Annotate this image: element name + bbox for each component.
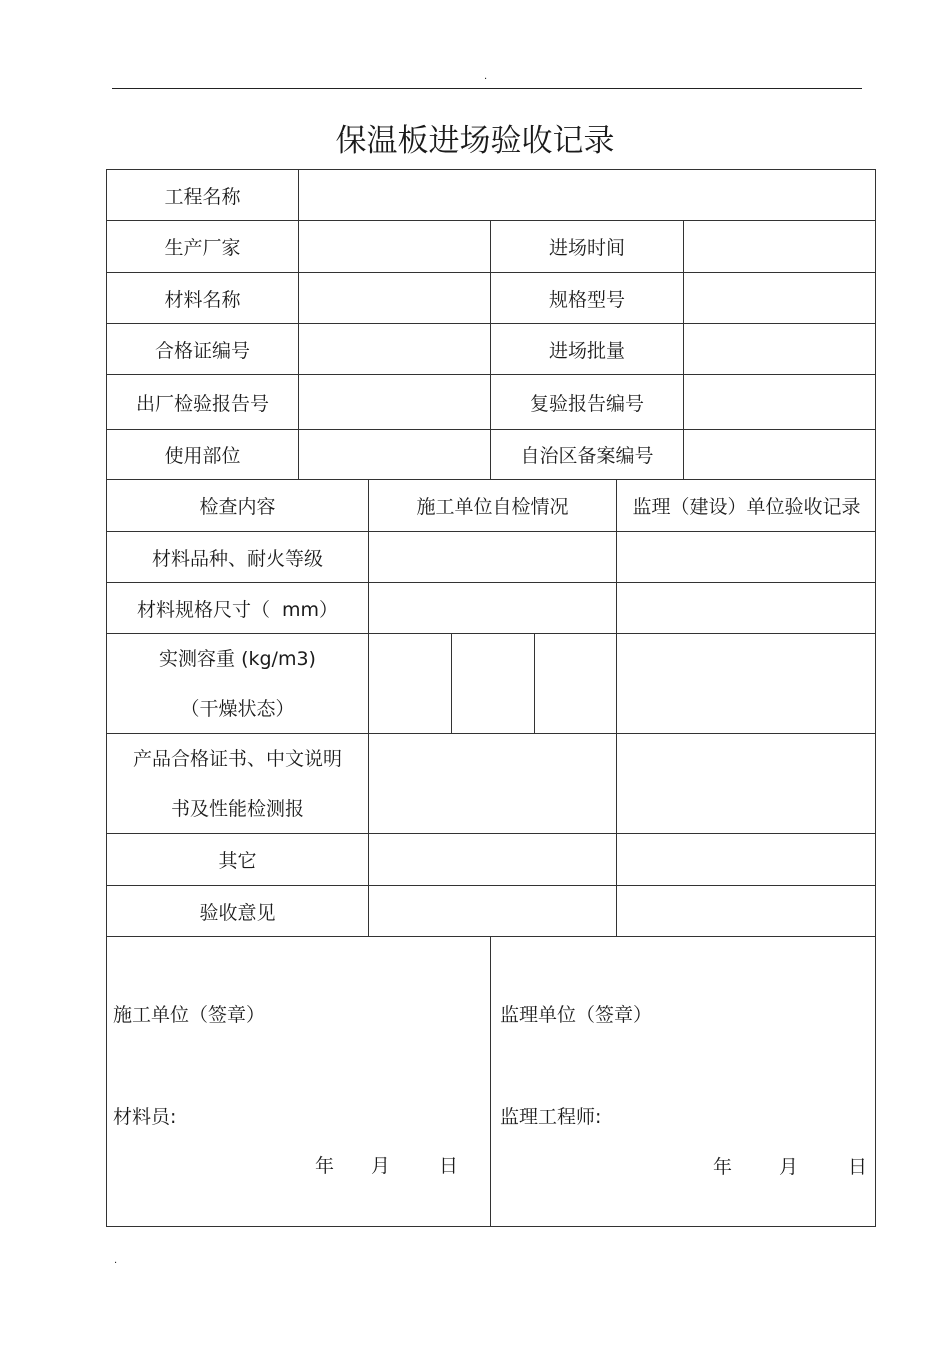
batch-qty-field[interactable] xyxy=(684,324,876,375)
page-title: 保温板进场验收记录 xyxy=(335,123,615,159)
use-location-label: 使用部位 xyxy=(107,430,299,480)
project-name-label: 工程名称 xyxy=(107,170,299,221)
contractor-date-day: 日 xyxy=(439,1155,459,1177)
documents-label-line1: 产品合格证书、中文说明 xyxy=(132,747,342,770)
contractor-signature-box[interactable] xyxy=(107,937,491,1227)
contractor-date-year: 年 xyxy=(315,1155,335,1177)
supervisor-unit-seal-label: 监理单位（签章） xyxy=(500,1004,653,1026)
density-label-line2: （干燥状态） xyxy=(180,697,295,720)
material-clerk-label: 材料员: xyxy=(113,1106,177,1128)
retest-report-field[interactable] xyxy=(684,375,876,430)
spec-model-label: 规格型号 xyxy=(491,273,684,324)
density-sample-1-field[interactable] xyxy=(369,634,452,734)
acceptance-opinion-label: 验收意见 xyxy=(107,886,369,937)
supervisor-date-year: 年 xyxy=(713,1156,733,1178)
other-label: 其它 xyxy=(107,834,369,886)
manufacturer-field[interactable] xyxy=(299,221,491,273)
variety-grade-contractor-field[interactable] xyxy=(369,532,617,583)
supervisor-date-month: 月 xyxy=(779,1156,799,1178)
variety-grade-supervisor-field[interactable] xyxy=(617,532,876,583)
density-supervisor-field[interactable] xyxy=(617,634,876,734)
material-name-field[interactable] xyxy=(299,273,491,324)
acceptance-form-table xyxy=(106,169,876,1227)
supervisor-record-header: 监理（建设）单位验收记录 xyxy=(617,480,876,532)
documents-label-line2: 书及性能检测报 xyxy=(170,797,304,820)
inspection-content-header: 检查内容 xyxy=(107,480,369,532)
supervisor-signature-box[interactable] xyxy=(491,937,876,1227)
arrival-time-label: 进场时间 xyxy=(491,221,684,273)
contractor-check-header: 施工单位自检情况 xyxy=(369,480,617,532)
footer-mark: . xyxy=(114,1255,118,1266)
other-contractor-field[interactable] xyxy=(369,834,617,886)
density-sample-3-field[interactable] xyxy=(535,634,617,734)
documents-supervisor-field[interactable] xyxy=(617,734,876,834)
retest-report-label: 复验报告编号 xyxy=(491,375,684,430)
batch-qty-label: 进场批量 xyxy=(491,324,684,375)
certificate-no-field[interactable] xyxy=(299,324,491,375)
spec-size-supervisor-field[interactable] xyxy=(617,583,876,634)
factory-report-label: 出厂检验报告号 xyxy=(107,375,299,430)
spec-model-field[interactable] xyxy=(684,273,876,324)
spec-size-contractor-field[interactable] xyxy=(369,583,617,634)
density-label xyxy=(107,634,369,734)
variety-grade-label: 材料品种、耐火等级 xyxy=(107,532,369,583)
documents-label xyxy=(107,734,369,834)
header-rule xyxy=(112,88,862,89)
density-sample-2-field[interactable] xyxy=(452,634,535,734)
supervisor-date xyxy=(713,1152,867,1179)
header-mark: . xyxy=(484,71,488,82)
contractor-unit-seal-label: 施工单位（签章） xyxy=(113,1004,266,1026)
factory-report-field[interactable] xyxy=(299,375,491,430)
supervisor-date-day: 日 xyxy=(848,1156,868,1178)
documents-contractor-field[interactable] xyxy=(369,734,617,834)
contractor-date-month: 月 xyxy=(371,1155,391,1177)
acceptance-opinion-supervisor-field[interactable] xyxy=(617,886,876,937)
region-filing-label: 自治区备案编号 xyxy=(491,430,684,480)
arrival-time-field[interactable] xyxy=(684,221,876,273)
supervising-engineer-label: 监理工程师: xyxy=(500,1106,602,1128)
certificate-no-label: 合格证编号 xyxy=(107,324,299,375)
material-name-label: 材料名称 xyxy=(107,273,299,324)
project-name-field[interactable] xyxy=(299,170,876,221)
region-filing-field[interactable] xyxy=(684,430,876,480)
acceptance-opinion-contractor-field[interactable] xyxy=(369,886,617,937)
other-supervisor-field[interactable] xyxy=(617,834,876,886)
contractor-date xyxy=(315,1151,458,1178)
manufacturer-label: 生产厂家 xyxy=(107,221,299,273)
spec-size-label: 材料规格尺寸（ mm） xyxy=(107,583,369,634)
density-label-line1: 实测容重 (kg/m3) xyxy=(159,647,316,670)
use-location-field[interactable] xyxy=(299,430,491,480)
